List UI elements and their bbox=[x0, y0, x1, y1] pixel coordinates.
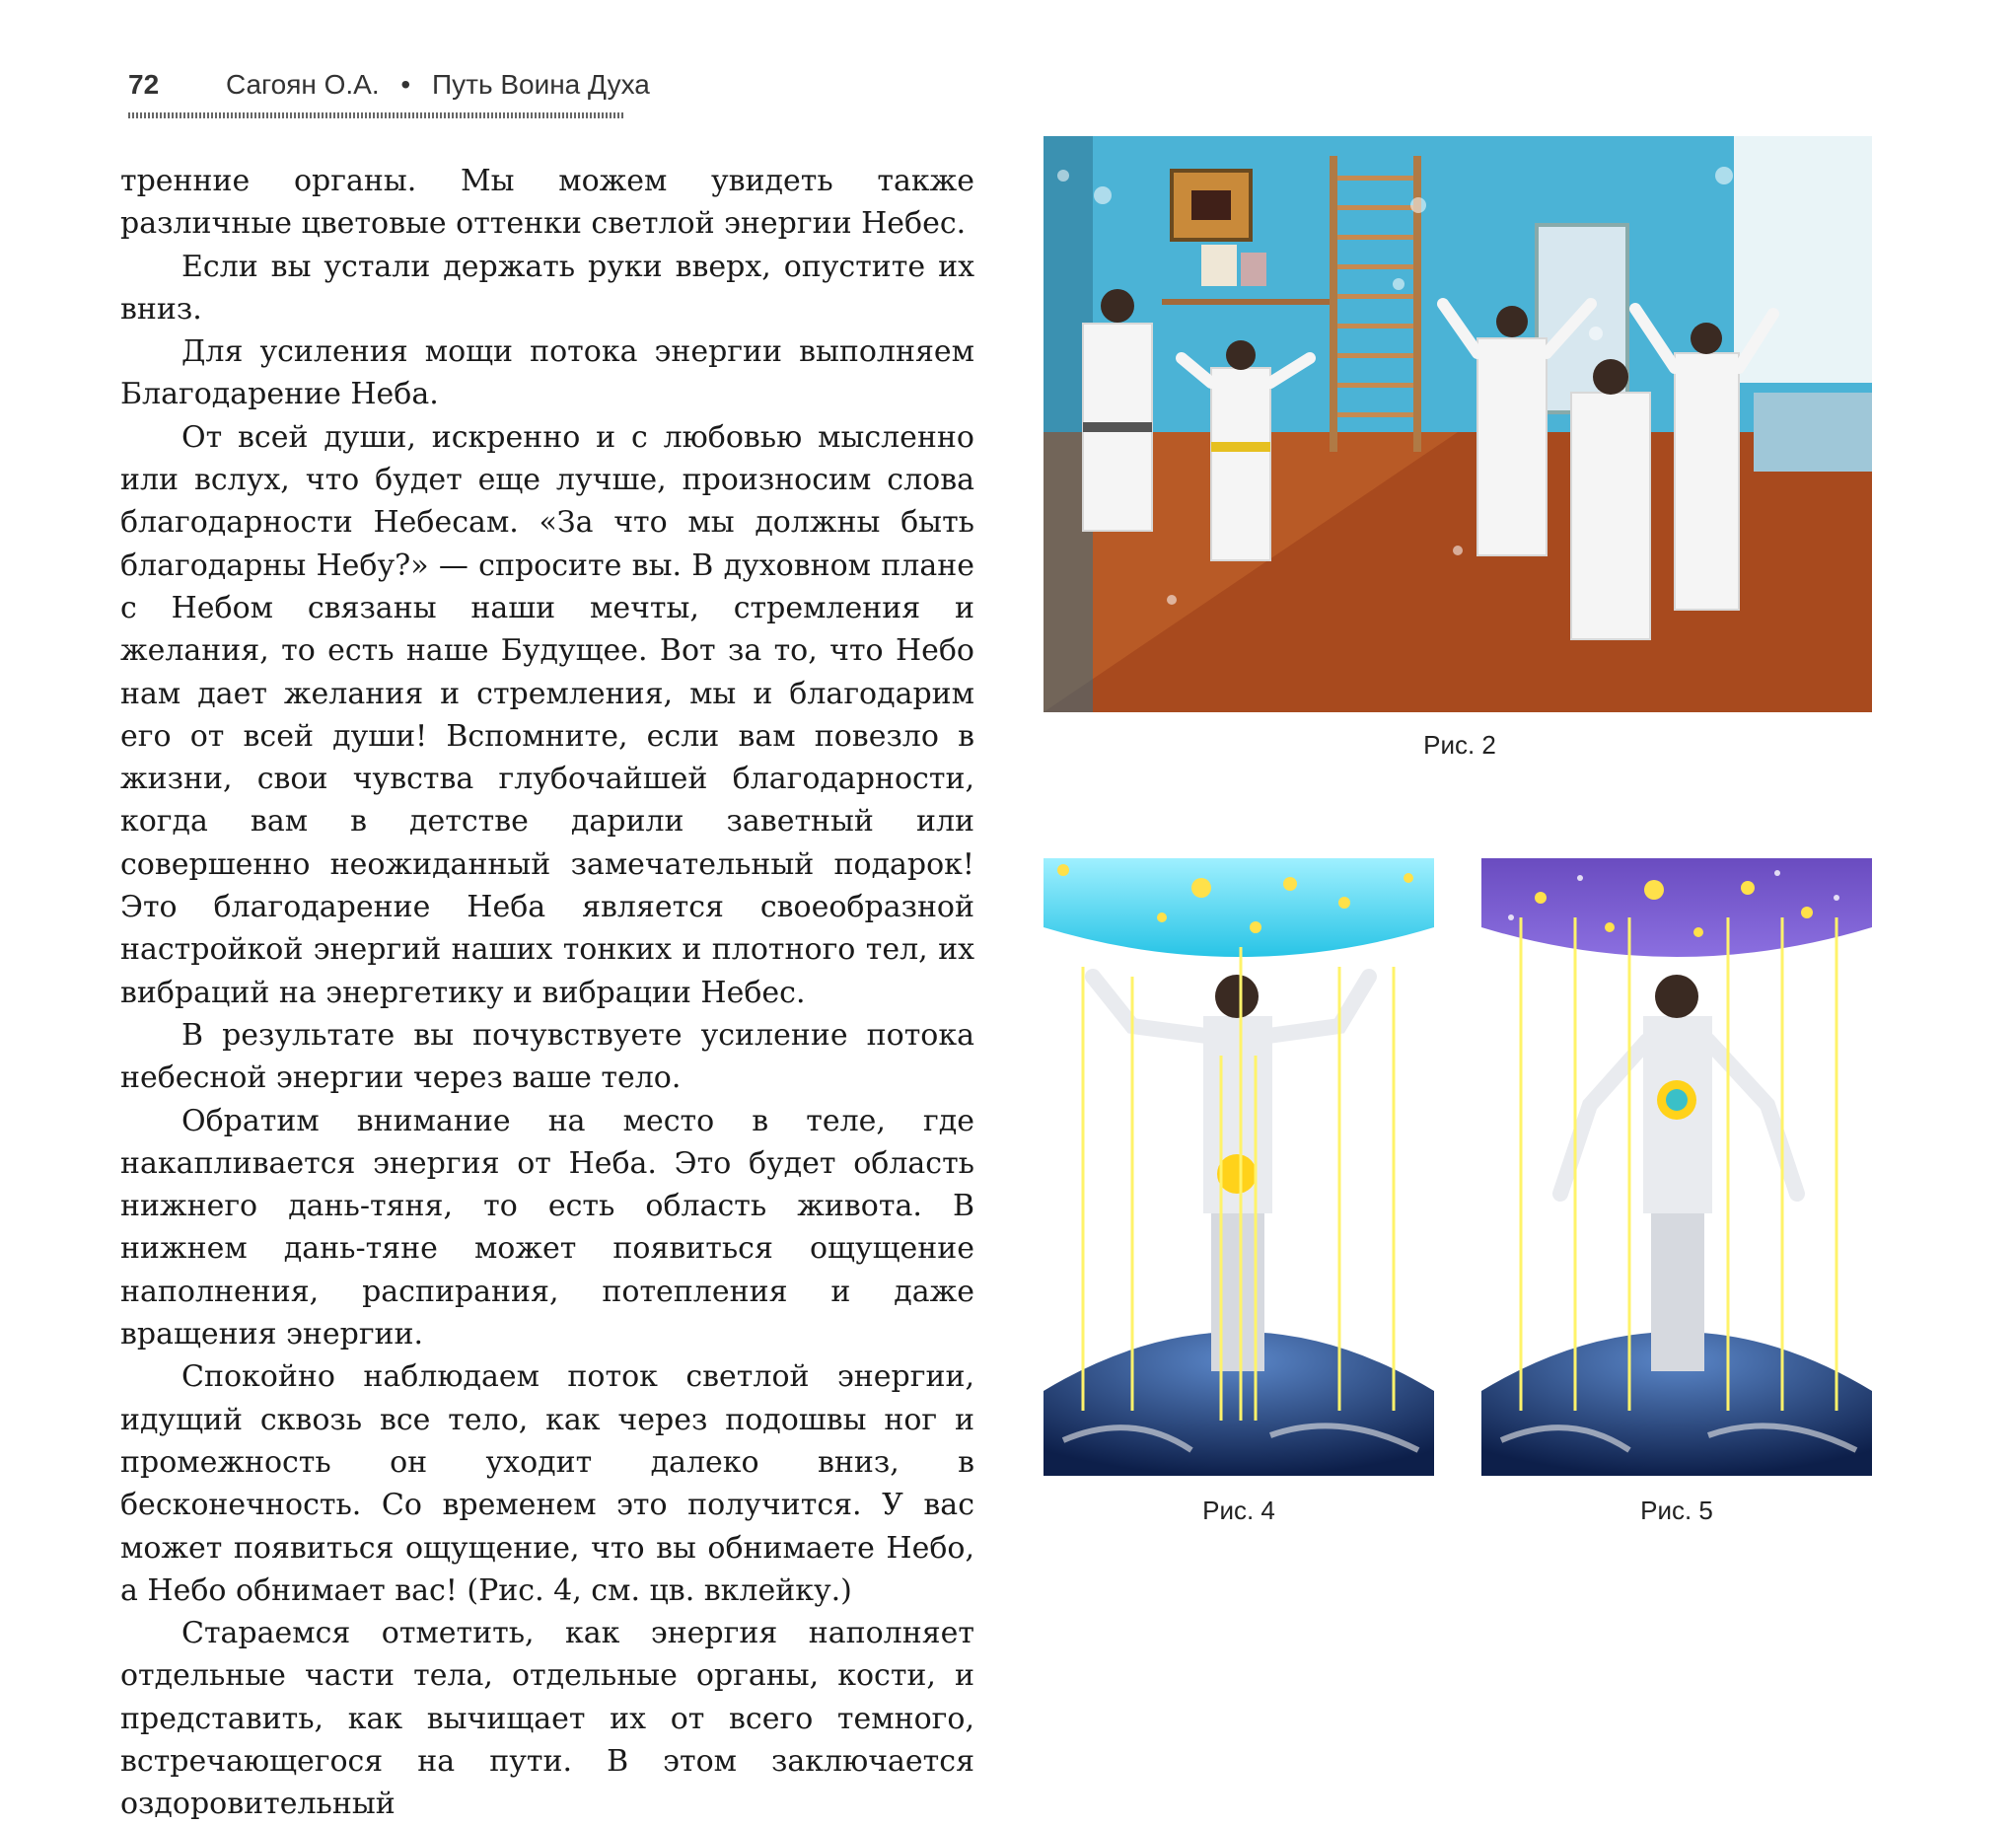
header-separator: • bbox=[400, 69, 411, 100]
running-header bbox=[128, 69, 650, 101]
author-name: Сагоян О.А. bbox=[225, 69, 380, 100]
paragraph: Если вы устали держать руки вверх, опустите их вниз. bbox=[120, 249, 974, 327]
paragraph: Для усиления мощи потока энергии выполняем Благодарение Неба. bbox=[120, 334, 974, 412]
paragraph: тренние органы. Мы можем увидеть также различные цветовые оттенки светлой энергии Небес. bbox=[120, 164, 974, 242]
paragraph: Спокойно наблюдаем поток светлой энергии, идущий сквозь все тело, как через подошвы ног и промежность он уходит далеко вниз, в бесконечность. Со временем это получится. У вас может появиться ощущение, что вы обнимаете Небо, а Небо обнимает вас! (Рис. 4, см. цв. вклейку.) bbox=[120, 1359, 974, 1608]
figure-4-caption: Рис. 4 bbox=[1202, 1496, 1275, 1525]
figure-2-caption: Рис. 2 bbox=[1423, 730, 1496, 760]
figure-5-caption: Рис. 5 bbox=[1640, 1496, 1713, 1525]
figure-4-illustration bbox=[1044, 858, 1434, 1476]
body-text bbox=[120, 160, 974, 1826]
paragraph: От всей души, искренно и с любовью мысленно или вслух, что будет еще лучше, произносим слова благодарности Небесам. «За что мы должны быть благодарны Небу?» — спросите вы. В духовном плане с Небом связаны наши мечты, стремления и желания, то есть наше Будущее. Вот за то, что Небо нам дает желания и стремления, мы и благодарим его от всей души! Вспомните, если вам повезло в жизни, свои чувства глубочайшей благодарности, когда вам в детстве дарили заветный или совершенно неожиданный замечательный подарок! Это благодарение Неба является своеобразной настройкой энергий наших тонких и плотного тел, их вибраций на энергетику и вибрации Небес. bbox=[120, 419, 974, 1010]
header-rule bbox=[128, 112, 623, 118]
page-number: 72 bbox=[128, 69, 160, 100]
paragraph: Обратим внимание на место в теле, где накапливается энергия от Неба. Это будет область нижнего дань-тяня, то есть область живота. В нижнем дань-тяне может появиться ощущение наполнения, распирания, потепления и даже вращения энергии. bbox=[120, 1103, 974, 1352]
figure-5-illustration bbox=[1481, 858, 1872, 1476]
paragraph: Стараемся отметить, как энергия наполняет отдельные части тела, отдельные органы, кости, и представить, как вычищает их от всего темного, встречающегося на пути. В этом заключается оздоровительный bbox=[120, 1616, 974, 1822]
figure-2-photo bbox=[1044, 136, 1872, 712]
paragraph: В результате вы почувствуете усиление потока небесной энергии через ваше тело. bbox=[120, 1017, 974, 1096]
book-title: Путь Воина Духа bbox=[432, 69, 650, 100]
